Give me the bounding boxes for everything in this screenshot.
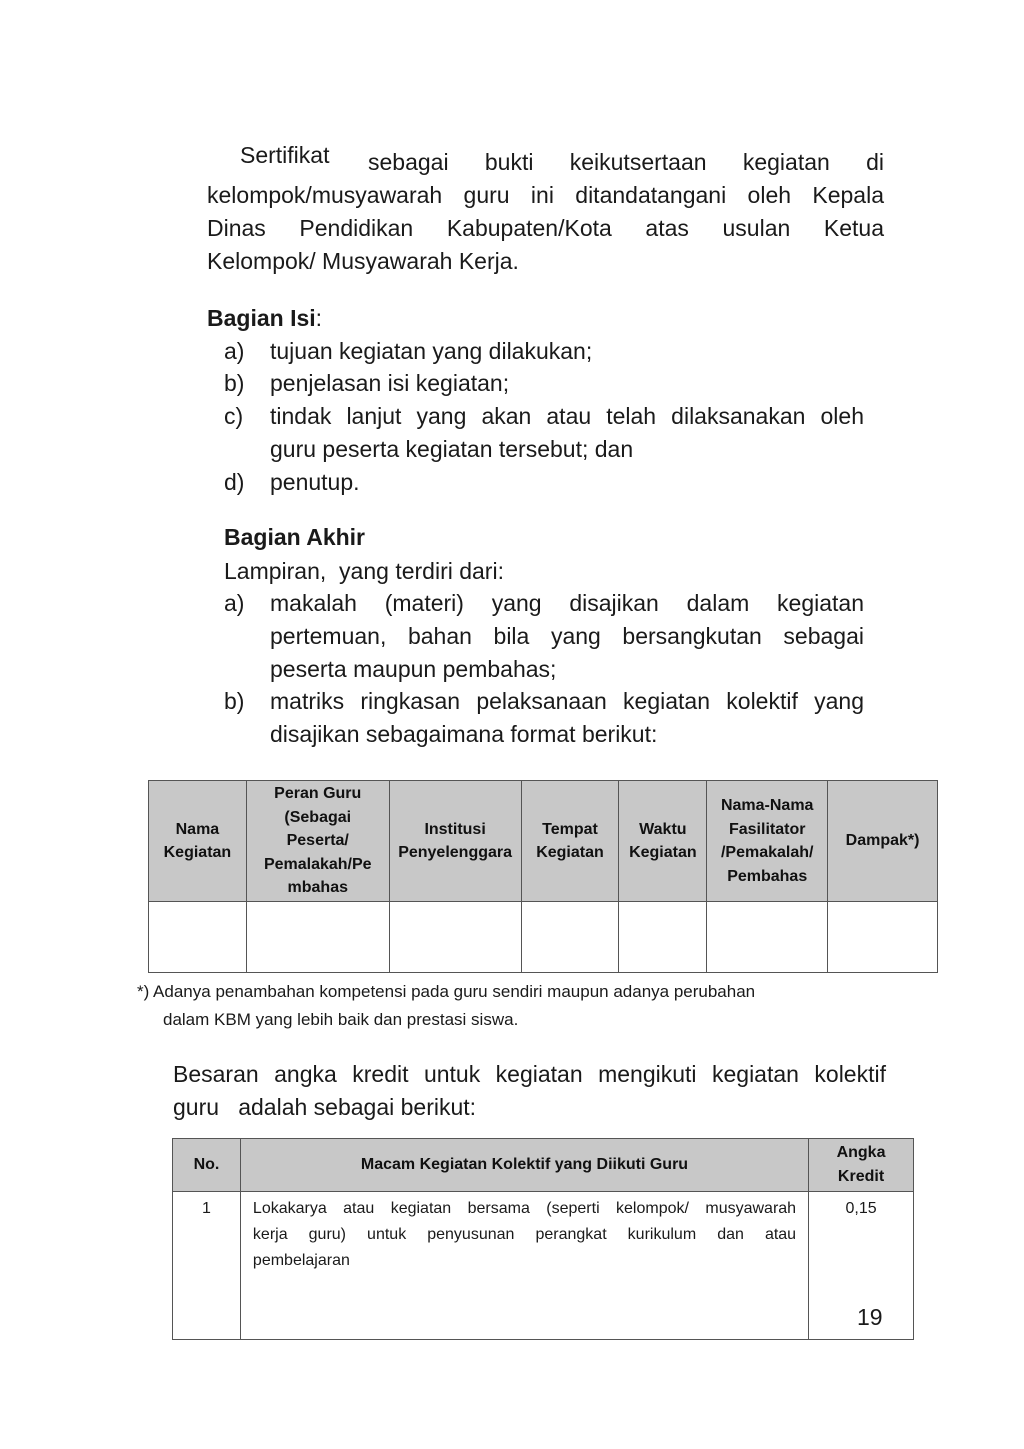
list-text-line: tindak lanjut yang akan atau telah dilaksanakan oleh — [270, 403, 864, 429]
header-text: Institusi — [424, 820, 486, 838]
table-header-row — [173, 1139, 914, 1192]
list-text-line: makalah (materi) yang disajikan dalam kegiatan — [270, 590, 864, 616]
header-text: (Sebagai — [284, 808, 352, 826]
header-text: Kredit — [837, 1168, 885, 1185]
col-fasilitator — [707, 781, 828, 902]
empty-cell — [828, 902, 938, 973]
header-text: mbahas — [287, 879, 348, 897]
col-nama-kegiatan — [149, 781, 247, 902]
list-text: penjelasan isi kegiatan; — [270, 370, 510, 396]
empty-cell — [521, 902, 619, 973]
activity-line: Lokakarya atau kegiatan bersama (seperti kelompok/ musyawarah — [252, 1200, 797, 1217]
row-credit: 0,15 — [809, 1192, 914, 1340]
intro-line-3: Dinas Pendidikan Kabupaten/Kota atas usulan Ketua — [207, 215, 884, 241]
header-text: Peserta/ — [286, 832, 349, 850]
empty-cell — [389, 902, 521, 973]
footnote-line-2: dalam KBM yang lebih baik dan prestasi siswa. — [163, 1010, 519, 1029]
col-peran-guru — [246, 781, 389, 902]
empty-cell — [246, 902, 389, 973]
header-text: Fasilitator — [728, 820, 806, 838]
header-text: Penyelenggara — [398, 844, 513, 861]
activity-matrix-table — [148, 780, 938, 973]
row-activity — [240, 1192, 808, 1340]
list-marker: b) — [224, 370, 245, 396]
header-text: Kegiatan — [536, 844, 604, 861]
table-row — [149, 902, 938, 973]
list-text: penutup. — [270, 469, 360, 495]
header-text: Pemalakah/Pe — [263, 855, 372, 873]
col-waktu — [619, 781, 707, 902]
col-macam-kegiatan: Macam Kegiatan Kolektif yang Diikuti Guru — [240, 1139, 808, 1192]
bagian-isi-colon: : — [315, 305, 323, 331]
bagian-akhir-lead: Lampiran, yang terdiri dari: — [224, 558, 504, 584]
intro-line-1: sebagai bukti keikutsertaan kegiatan di — [368, 149, 884, 175]
page-number: 19 — [857, 1304, 883, 1330]
intro-first-word: Sertifikat — [240, 142, 330, 168]
col-no: No. — [173, 1139, 241, 1192]
bagian-isi-heading — [207, 302, 322, 335]
header-text: /Pemakalah/ — [720, 844, 814, 861]
header-text: Nama-Nama — [720, 797, 814, 814]
list-marker: d) — [224, 469, 245, 495]
empty-cell — [707, 902, 828, 973]
empty-cell — [149, 902, 247, 973]
credit-para-line-2: guru adalah sebagai berikut: — [173, 1094, 477, 1120]
list-marker: a) — [224, 338, 245, 364]
intro-line-4: Kelompok/ Musyawarah Kerja. — [207, 248, 519, 274]
header-text: Pembahas — [727, 867, 808, 885]
list-marker: b) — [224, 688, 245, 714]
header-text: Peran Guru — [274, 785, 362, 803]
bagian-akhir-heading: Bagian Akhir — [224, 524, 366, 550]
header-text: Angka — [836, 1144, 886, 1161]
bagian-isi-title: Bagian Isi — [207, 305, 316, 331]
list-marker: a) — [224, 590, 245, 616]
credit-para-line-1: Besaran angka kredit untuk kegiatan mengikuti kegiatan kolektif — [173, 1061, 886, 1087]
intro-paragraph — [207, 179, 884, 278]
table-row — [173, 1192, 914, 1340]
activity-line: pembelajaran — [252, 1252, 350, 1269]
list-text-line: matriks ringkasan pelaksanaan kegiatan kolektif yang — [270, 688, 864, 714]
list-text-line: disajikan sebagaimana format berikut: — [270, 721, 658, 747]
empty-cell — [619, 902, 707, 973]
list-text: tujuan kegiatan yang dilakukan; — [270, 338, 593, 364]
table-header-row — [149, 781, 938, 902]
header-text: Tempat — [542, 820, 598, 838]
col-dampak — [828, 781, 938, 902]
list-marker: c) — [224, 403, 244, 429]
activity-line: kerja guru) untuk penyusunan perangkat kurikulum dan atau — [252, 1226, 797, 1243]
list-text-line: peserta maupun pembahas; — [270, 656, 557, 682]
col-angka-kredit — [809, 1139, 914, 1192]
header-text: Kegiatan — [629, 844, 697, 861]
credit-table — [172, 1138, 914, 1340]
col-institusi — [389, 781, 521, 902]
list-text-line: pertemuan, bahan bila yang bersangkutan sebagai — [270, 623, 864, 649]
header-text: Dampak*) — [845, 832, 920, 850]
col-tempat — [521, 781, 619, 902]
header-text: Kegiatan — [163, 844, 232, 861]
row-number: 1 — [173, 1192, 241, 1340]
header-text: Nama — [175, 820, 220, 838]
header-text: Waktu — [639, 820, 687, 838]
footnote-line-1: *) Adanya penambahan kompetensi pada guru sendiri maupun adanya perubahan — [137, 982, 756, 1001]
list-text-line: guru peserta kegiatan tersebut; dan — [270, 436, 634, 462]
intro-line-2: kelompok/musyawarah guru ini ditandatangani oleh Kepala — [207, 182, 884, 208]
